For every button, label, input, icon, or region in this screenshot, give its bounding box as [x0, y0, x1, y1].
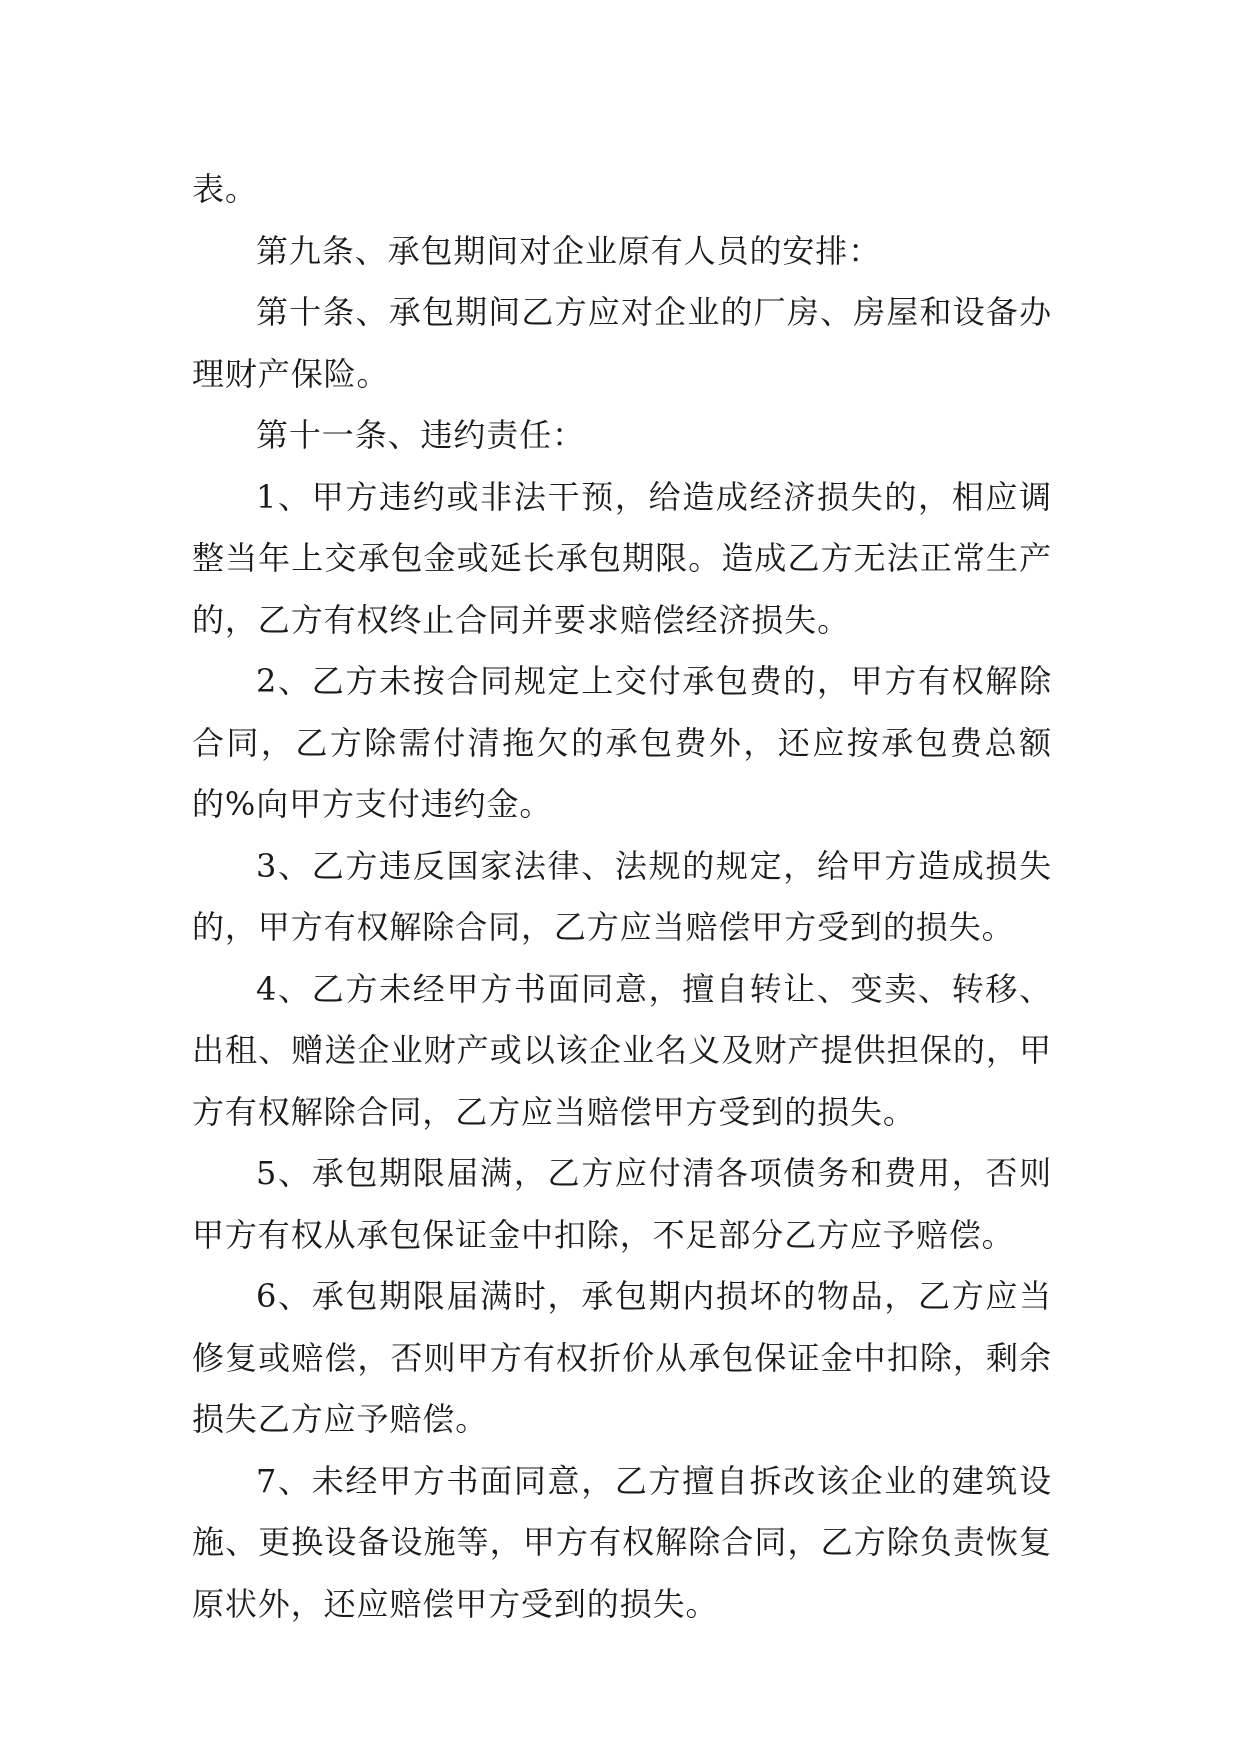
paragraph-clause-1: 1、甲方违约或非法干预，给造成经济损失的，相应调整当年上交承包金或延长承包期限。造成乙方无法正常生产的，乙方有权终止合同并要求赔偿经济损失。 — [192, 477, 1052, 639]
paragraph-continuation: 表。 — [192, 170, 258, 208]
paragraph-article-11: 第十一条、违约责任： — [256, 416, 586, 454]
paragraph-clause-4: 4、乙方未经甲方书面同意，擅自转让、变卖、转移、出租、赠送企业财产或以该企业名义及财产提供担保的，甲方有权解除合同，乙方应当赔偿甲方受到的损失。 — [192, 969, 1052, 1131]
paragraph-clause-5: 5、承包期限届满，乙方应付清各项债务和费用，否则甲方有权从承包保证金中扣除，不足部分乙方应予赔偿。 — [192, 1154, 1052, 1254]
paragraph-article-9: 第九条、承包期间对企业原有人员的安排： — [256, 231, 882, 270]
paragraph-clause-3: 3、乙方违反国家法律、法规的规定，给甲方造成损失的，甲方有权解除合同，乙方应当赔偿甲方受到的损失。 — [192, 846, 1052, 946]
paragraph-clause-6: 6、承包期限届满时，承包期内损坏的物品，乙方应当修复或赔偿，否则甲方有权折价从承包保证金中扣除，剩余损失乙方应予赔偿。 — [192, 1277, 1052, 1438]
paragraph-clause-2: 2、乙方未按合同规定上交付承包费的，甲方有权解除合同，乙方除需付清拖欠的承包费外，还应按承包费总额的%向甲方支付违约金。 — [192, 662, 1052, 823]
paragraph-article-10: 第十条、承包期间乙方应对企业的厂房、房屋和设备办理财产保险。 — [192, 293, 1052, 393]
paragraph-clause-7: 7、未经甲方书面同意，乙方擅自拆改该企业的建筑设施、更换设备设施等，甲方有权解除合同，乙方除负责恢复原状外，还应赔偿甲方受到的损失。 — [192, 1461, 1052, 1623]
document-body — [192, 159, 1052, 1635]
